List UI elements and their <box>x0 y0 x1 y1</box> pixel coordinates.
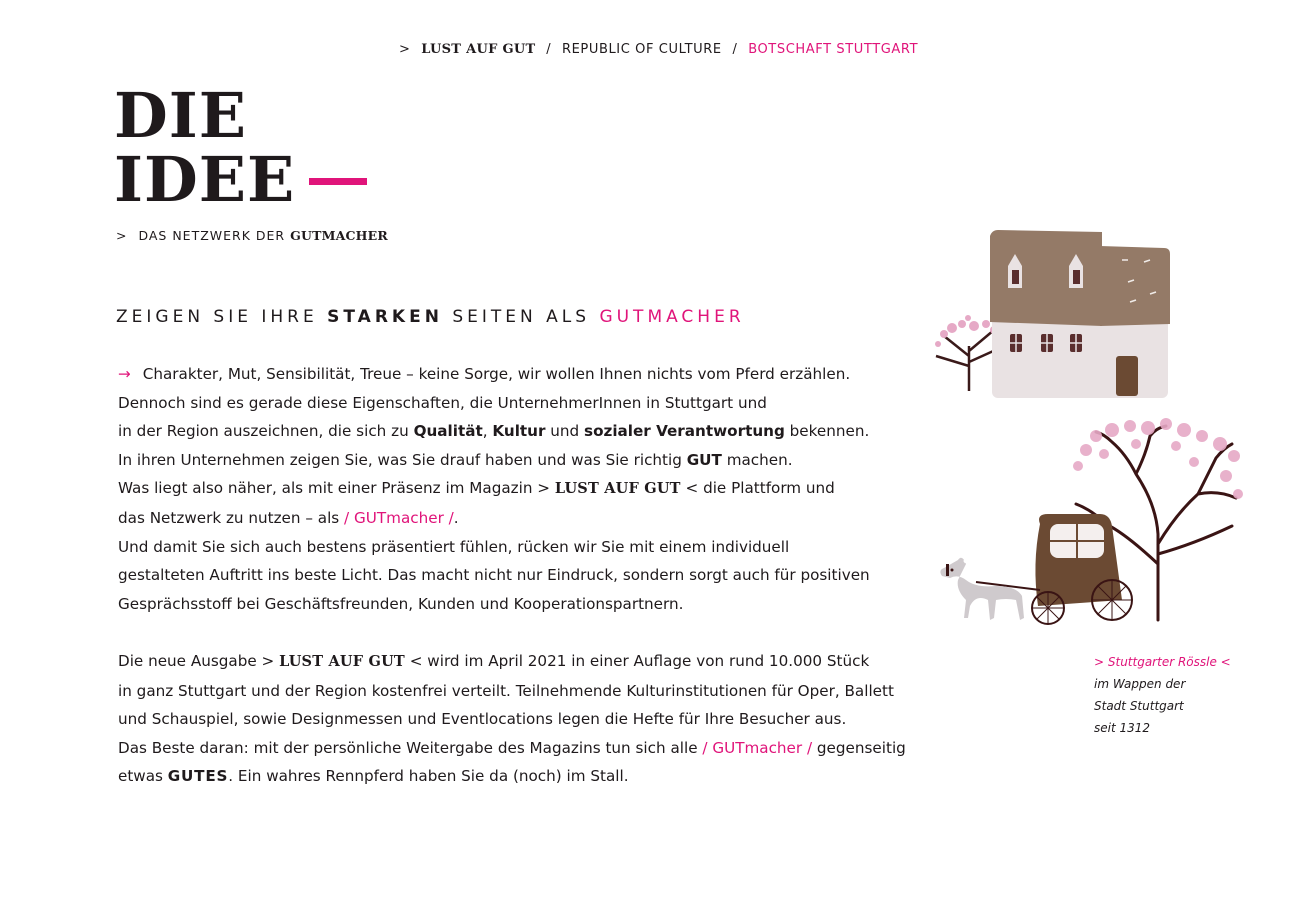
body-line-text: , <box>482 422 488 441</box>
caption-line: Stadt Stuttgart <box>1094 699 1184 713</box>
body-line: und Schauspiel, sowie Designmessen und Eventlocations legen die Hefte für Ihre Besucher aus. <box>118 710 847 729</box>
title-line-1: DIE <box>114 79 248 152</box>
headline-bold: STARKEN <box>327 307 443 327</box>
caption-line: im Wappen der <box>1094 677 1186 691</box>
body-line <box>118 762 908 791</box>
body-line <box>118 647 908 677</box>
body-line <box>118 504 908 533</box>
house-illustration <box>924 226 1176 402</box>
carriage-icon <box>976 514 1132 624</box>
body-line-text: etwas <box>118 767 163 786</box>
gutmacher-link[interactable]: / GUTmacher / <box>344 508 454 527</box>
breadcrumb-item-lust-auf-gut[interactable]: LUST AUF GUT <box>421 42 536 57</box>
caption-title: > Stuttgarter Rössle < <box>1094 655 1231 669</box>
body-line: gestalteten Auftritt ins beste Licht. Das macht nicht nur Eindruck, sondern sorgt auch für positiven <box>118 566 870 585</box>
body-line: in ganz Stuttgart und der Region kostenfrei verteilt. Teilnehmende Kulturinstitutionen für Oper, Ballett <box>118 681 894 700</box>
emphasis-kultur: Kultur <box>492 422 546 441</box>
body-line-text: < die Plattform und <box>685 479 835 498</box>
body-line-text: bekennen. <box>789 422 870 441</box>
breadcrumb-item-republic-of-culture[interactable]: REPUBLIC OF CULTURE <box>561 42 722 57</box>
gutmacher-link[interactable]: / GUTmacher / <box>702 738 813 757</box>
emphasis-gut: GUT <box>686 450 722 469</box>
title-line-2-text: IDEE <box>114 143 296 216</box>
accent-dash <box>309 178 367 185</box>
arrow-right-icon: → <box>118 365 131 383</box>
body-line <box>118 417 908 446</box>
body-line-text: in der Region auszeichnen, die sich zu <box>118 422 409 441</box>
body-line-text: < wird im April 2021 in einer Auflage von rund 10.000 Stück <box>409 651 870 670</box>
body-line: Gesprächsstoff bei Geschäftsfreunden, Kunden und Kooperationspartnern. <box>118 594 684 613</box>
subtitle-prefix: > <box>116 228 128 243</box>
headline-accent: GUTMACHER <box>599 307 745 327</box>
body-line-text: Charakter, Mut, Sensibilität, Treue – keine Sorge, wir wollen Ihnen nichts vom Pferd erzählen. <box>142 365 851 383</box>
subtitle-strong: GUTMACHER <box>290 228 388 243</box>
section-headline <box>116 307 745 327</box>
title-line-2 <box>114 143 367 216</box>
brand-lust-auf-gut: LUST AUF GUT <box>279 652 405 670</box>
breadcrumb-separator: / <box>732 42 738 57</box>
body-line <box>118 360 908 389</box>
body-line-text: Das Beste daran: mit der persönliche Weitergabe des Magazins tun sich alle <box>118 738 698 757</box>
horse-icon <box>940 558 1024 620</box>
body-line-text: . Ein wahres Rennpferd haben Sie da (noch) im Stall. <box>228 767 629 786</box>
page-title <box>114 79 367 216</box>
breadcrumb-prefix: > <box>399 42 411 57</box>
breadcrumb <box>399 42 918 57</box>
emphasis-gutes: GUTES <box>167 767 229 786</box>
body-text <box>118 360 908 791</box>
brand-lust-auf-gut: LUST AUF GUT <box>554 480 681 498</box>
body-line-text: Die neue Ausgabe > <box>118 651 275 670</box>
body-line-text: gegenseitig <box>816 738 906 757</box>
body-line-text: In ihren Unternehmen zeigen Sie, was Sie drauf haben und was Sie richtig <box>118 450 682 469</box>
body-line <box>118 474 908 504</box>
body-line-text: und <box>550 422 580 441</box>
body-line <box>118 446 908 475</box>
headline-part-2: SEITEN ALS <box>452 307 591 327</box>
body-line-text: Was liegt also näher, als mit einer Präsenz im Magazin > <box>118 479 551 498</box>
emphasis-soziale-verantwortung: sozialer Verantwortung <box>584 422 785 441</box>
subtitle-text: DAS NETZWERK DER <box>138 228 286 243</box>
body-line-text: das Netzwerk zu nutzen – als <box>118 508 340 527</box>
horse-carriage-illustration <box>936 414 1246 630</box>
illustration-caption <box>1094 651 1231 739</box>
page-subtitle <box>116 228 388 243</box>
body-line-text: . <box>453 508 459 527</box>
breadcrumb-item-botschaft-stuttgart[interactable]: BOTSCHAFT STUTTGART <box>748 42 919 57</box>
headline-part-1: ZEIGEN SIE IHRE <box>116 307 318 327</box>
body-line <box>118 734 908 763</box>
body-line: Dennoch sind es gerade diese Eigenschaften, die UnternehmerInnen in Stuttgart und <box>118 393 767 412</box>
breadcrumb-separator: / <box>546 42 552 57</box>
emphasis-qualitaet: Qualität <box>413 422 483 441</box>
paragraph-gap <box>118 618 908 647</box>
caption-line: seit 1312 <box>1094 721 1151 735</box>
body-line-text: machen. <box>726 450 793 469</box>
body-line: Und damit Sie sich auch bestens präsentiert fühlen, rücken wir Sie mit einem individuell <box>118 537 790 556</box>
